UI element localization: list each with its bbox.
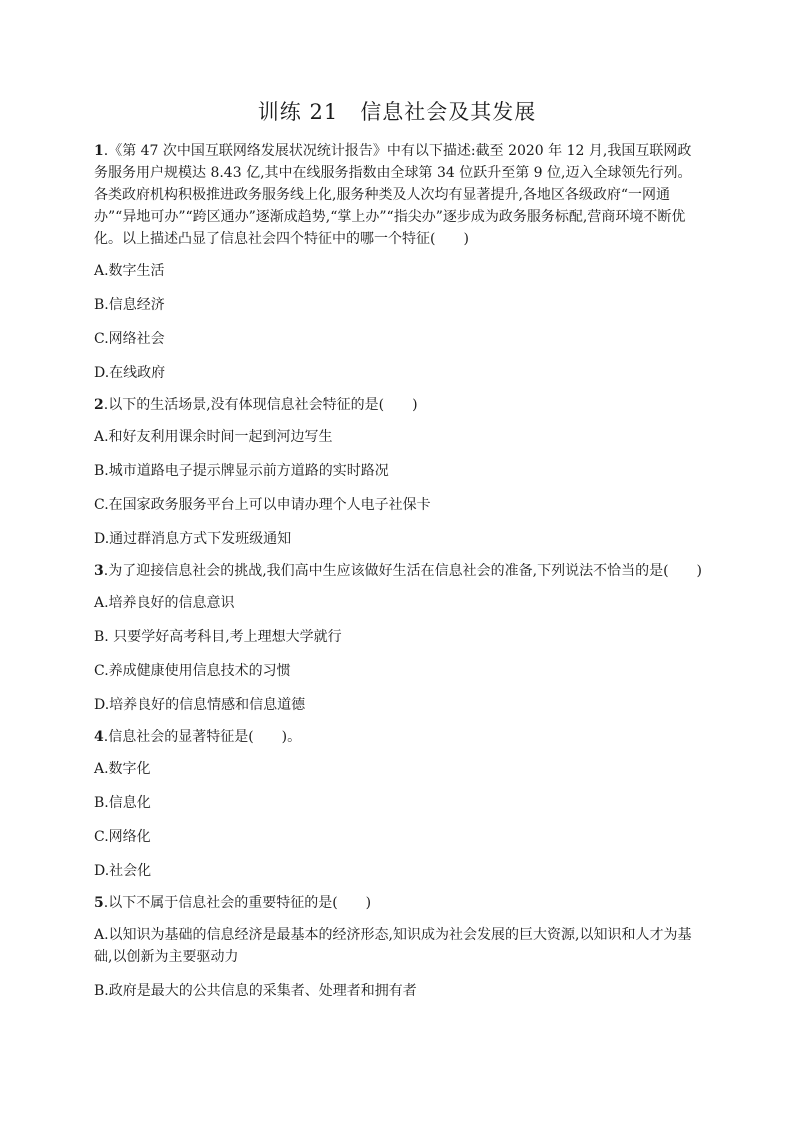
option-c: C.网络社会 [94, 331, 165, 347]
question-number: 4 [94, 729, 104, 745]
option-b: B.政府是最大的公共信息的采集者、处理者和拥有者 [94, 983, 417, 999]
question-4 [94, 726, 704, 882]
option-b: B. 只要学好高考科目,考上理想大学就行 [94, 629, 342, 645]
question-list [94, 140, 704, 1012]
option-a: A.培养良好的信息意识 [94, 595, 235, 611]
question-text: .《第 47 次中国互联网络发展状况统计报告》中有以下描述:截至 2020 年 12 月,我国互联网政务服务用户规模达 8.43 亿,其中在线服务指数由全球第 34 位跃升至第 9 位,迈入全球领先行列。各类政府机构积极推进政务服务线上化,服务种类及人次均有显著提升,各地区各级政府“一网通办”“异地可办”“跨区通办”逐渐成趋势,“掌上办”“指尖办”逐步成为政务服务标配,营商环境不断优化。以上描述凸显了信息社会四个特征中的哪一个特征( ) [94, 143, 692, 247]
option-a: A.数字生活 [94, 263, 165, 279]
option-c: C.网络化 [94, 829, 151, 845]
question-stem [94, 726, 704, 748]
option-c: C.在国家政务服务平台上可以申请办理个人电子社保卡 [94, 497, 431, 513]
option-d: D.通过群消息方式下发班级通知 [94, 531, 292, 547]
question-5 [94, 892, 704, 1002]
question-number: 1 [94, 143, 104, 159]
option-b: B.城市道路电子提示牌显示前方道路的实时路况 [94, 463, 389, 479]
question-1 [94, 140, 704, 384]
question-text: .以下不属于信息社会的重要特征的是( ) [103, 895, 372, 911]
page-title: 训练 21 信息社会及其发展 [257, 100, 537, 124]
question-number: 2 [94, 397, 104, 413]
question-text: .以下的生活场景,没有体现信息社会特征的是( ) [103, 397, 418, 413]
option-b: B.信息化 [94, 795, 151, 811]
question-stem [94, 140, 704, 250]
question-text: .信息社会的显著特征是( )。 [103, 729, 302, 745]
option-c: C.养成健康使用信息技术的习惯 [94, 663, 291, 679]
option-d: D.培养良好的信息情感和信息道德 [94, 697, 306, 713]
option-b: B.信息经济 [94, 297, 165, 313]
option-d: D.在线政府 [94, 365, 166, 381]
question-2 [94, 394, 704, 550]
question-stem [94, 892, 704, 914]
option-a: A.数字化 [94, 761, 151, 777]
question-text: .为了迎接信息社会的挑战,我们高中生应该做好生活在信息社会的准备,下列说法不恰当的是( ) [103, 563, 703, 579]
question-3 [94, 560, 704, 716]
question-number: 3 [94, 563, 104, 579]
question-stem [94, 394, 704, 416]
option-a: A.和好友利用课余时间一起到河边写生 [94, 429, 333, 445]
option-d: D.社会化 [94, 863, 152, 879]
question-stem [94, 560, 704, 582]
question-number: 5 [94, 895, 104, 911]
option-a: A.以知识为基础的信息经济是最基本的经济形态,知识成为社会发展的巨大资源,以知识和人才为基础,以创新为主要驱动力 [94, 927, 692, 965]
